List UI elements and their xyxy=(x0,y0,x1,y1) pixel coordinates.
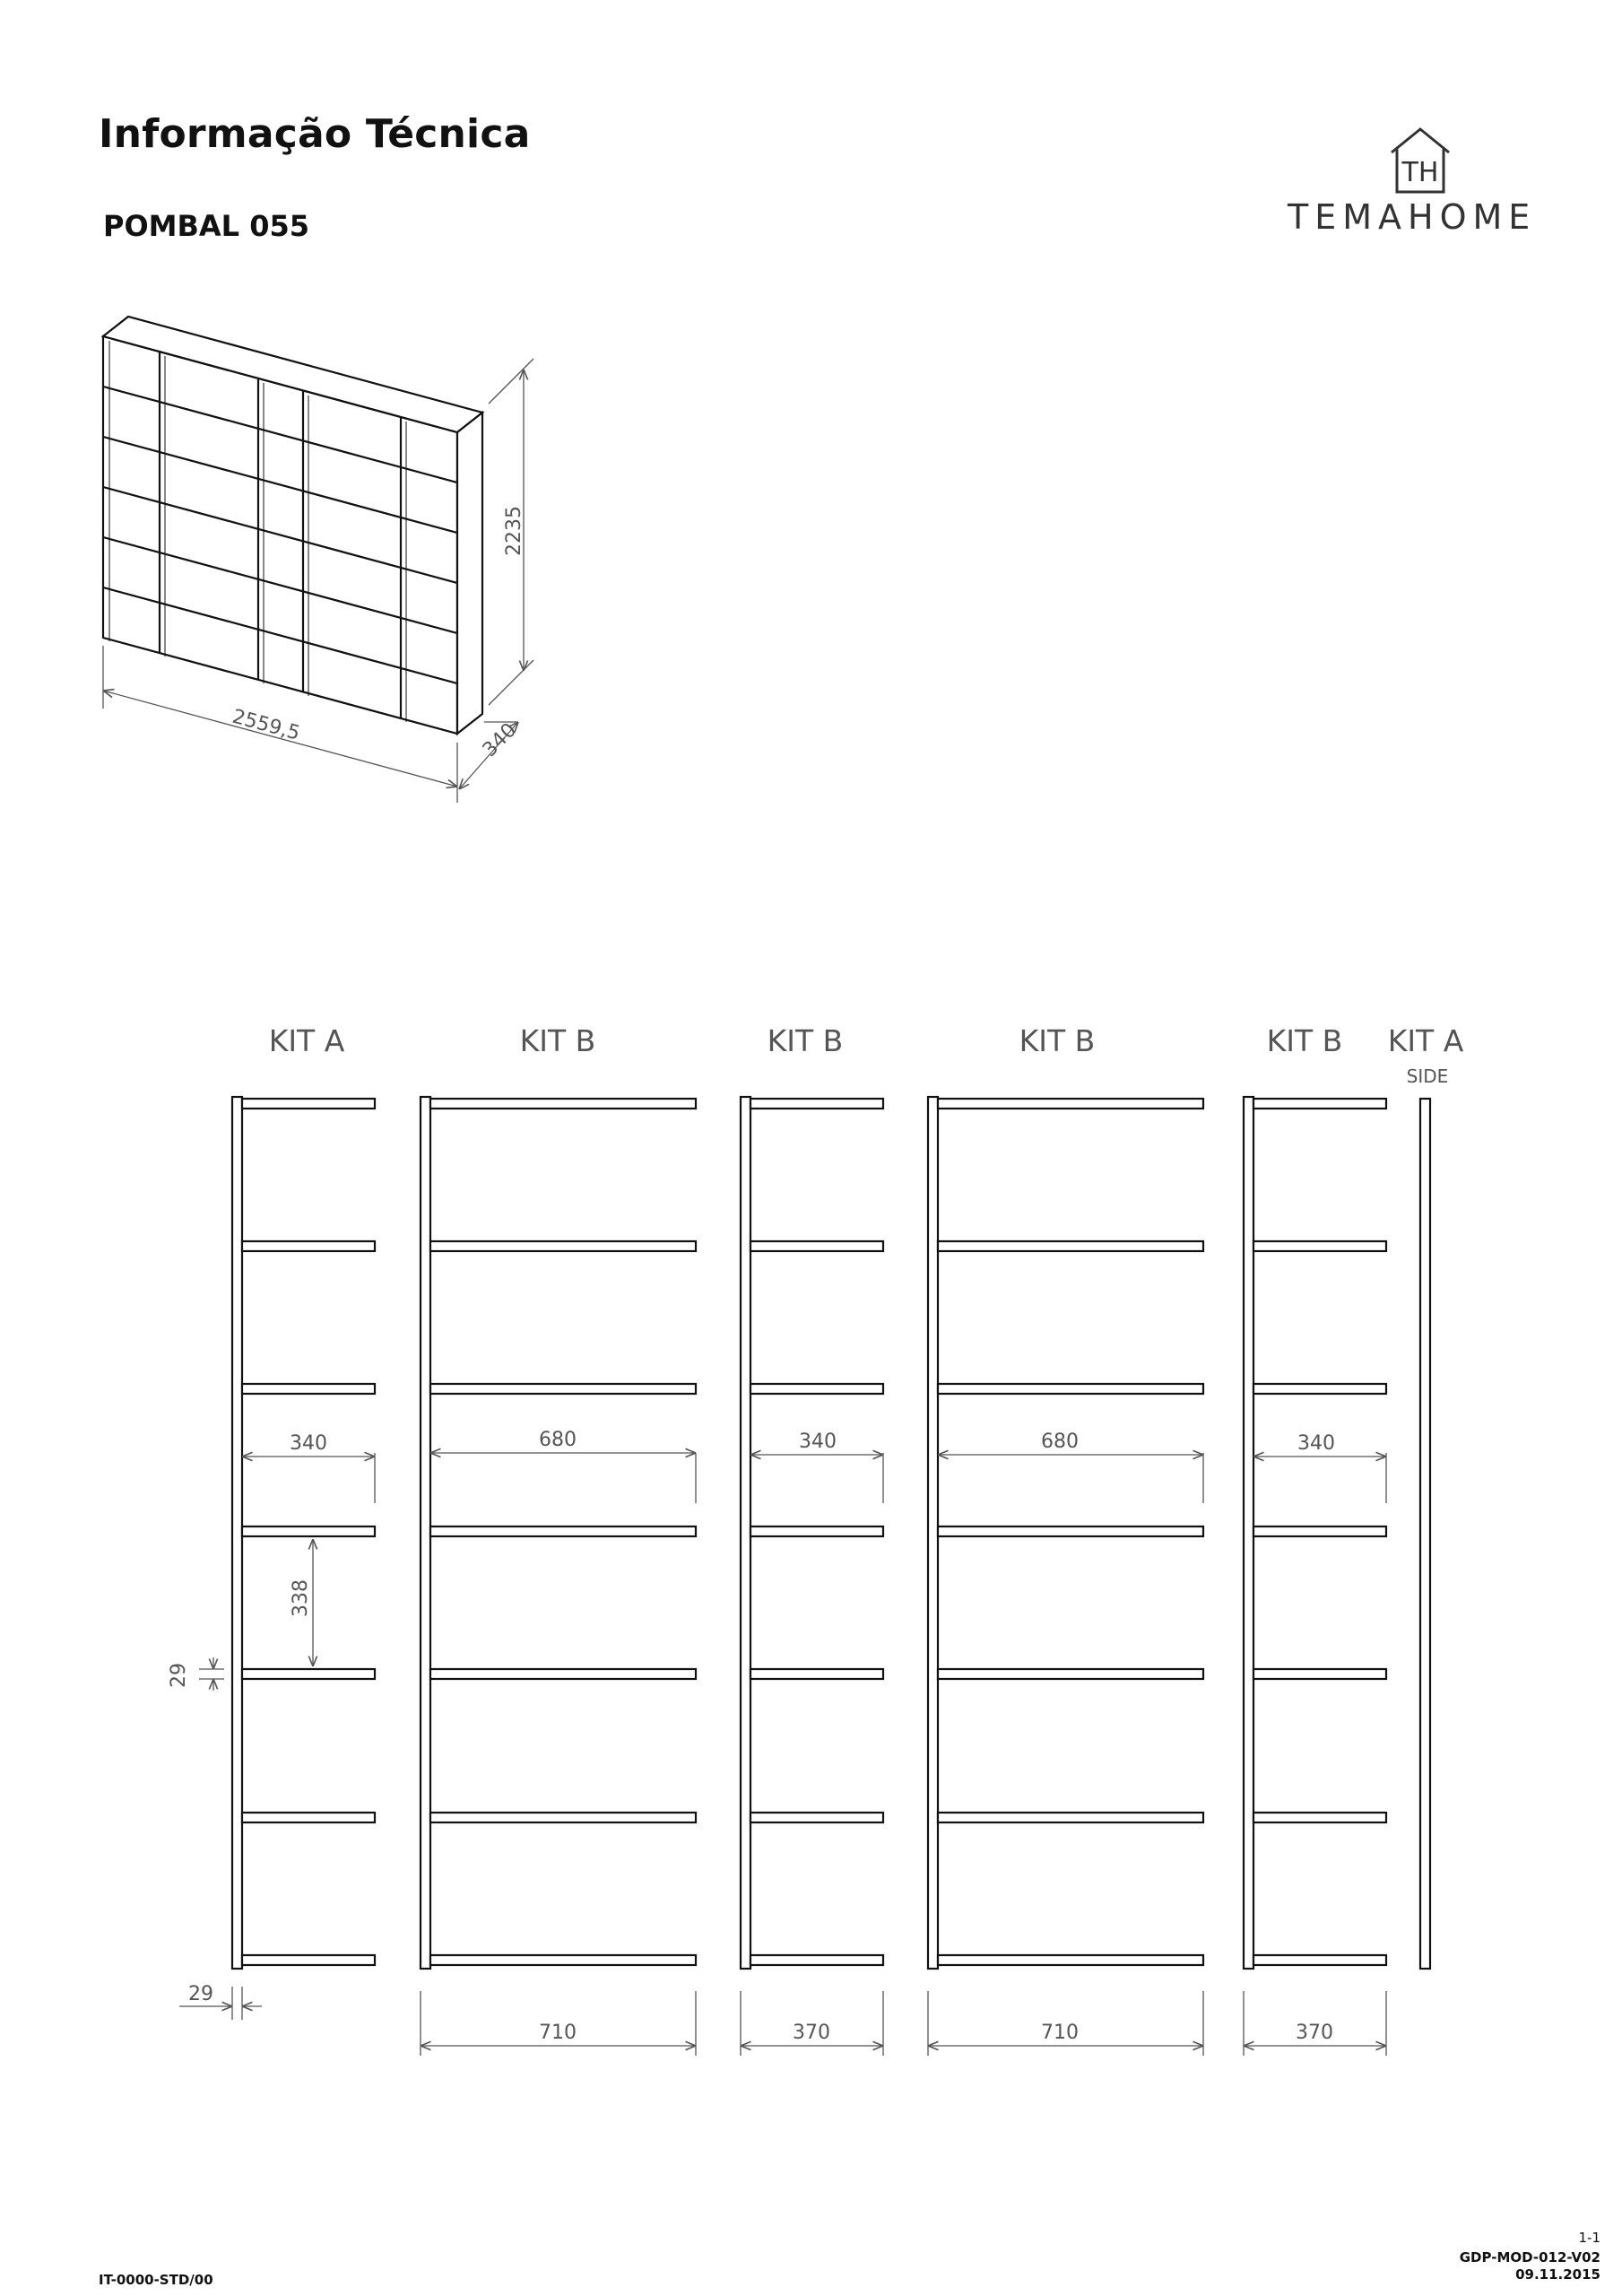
kit-b-frame-2 xyxy=(741,1097,883,1969)
kit-label-5: KIT B xyxy=(1266,1023,1343,1058)
shelf-thickness-label: 29 xyxy=(168,1663,190,1688)
doc-code: IT-0000-STD/00 xyxy=(99,2272,213,2288)
brand-name: TEMAHOME xyxy=(1288,197,1537,237)
kit-label-1: KIT A xyxy=(268,1023,345,1058)
overall-height-label: 2235 xyxy=(503,506,525,556)
page-number: 1-1 xyxy=(1578,2230,1600,2246)
kit-label-3: KIT B xyxy=(767,1023,844,1058)
overall-width-label: 2559,5 xyxy=(230,705,303,745)
outer-width-kit-5: 370 xyxy=(1296,2022,1333,2044)
kit-label-4: KIT B xyxy=(1019,1023,1096,1058)
inner-width-kit-3: 340 xyxy=(799,1431,837,1453)
form-code: GDP-MOD-012-V02 xyxy=(1459,2249,1600,2266)
kit-b-frame-3 xyxy=(928,1097,1203,1969)
outer-width-kit-3: 370 xyxy=(793,2022,830,2044)
overall-depth-label: 340 xyxy=(478,718,522,762)
inner-width-kit-1: 340 xyxy=(290,1432,327,1455)
kit-b-frame-1 xyxy=(421,1097,696,1969)
kit-elevations xyxy=(232,1097,1430,1969)
product-name: POMBAL 055 xyxy=(103,209,309,243)
kit-label-6: KIT A xyxy=(1387,1023,1464,1058)
kit-label-2: KIT B xyxy=(519,1023,596,1058)
kit-side-label: SIDE xyxy=(1406,1065,1449,1087)
revision-date: 09.11.2015 xyxy=(1515,2266,1600,2283)
kit-a-frame xyxy=(232,1097,375,1969)
kit-a-side-panel xyxy=(1420,1099,1430,1969)
inner-width-kit-5: 340 xyxy=(1297,1432,1335,1455)
logo-mark: TH xyxy=(1401,157,1439,188)
side-thickness-label: 29 xyxy=(188,1983,213,2005)
inner-width-kit-2: 680 xyxy=(539,1429,577,1451)
inner-width-kit-4: 680 xyxy=(1041,1431,1079,1453)
shelf-spacing-label: 338 xyxy=(290,1579,312,1617)
kit-b-frame-4 xyxy=(1244,1097,1386,1969)
page-title: Informação Técnica xyxy=(99,111,531,157)
outer-width-kit-2: 710 xyxy=(539,2022,577,2044)
isometric-bookcase-view xyxy=(103,317,482,734)
outer-width-kit-4: 710 xyxy=(1041,2022,1079,2044)
